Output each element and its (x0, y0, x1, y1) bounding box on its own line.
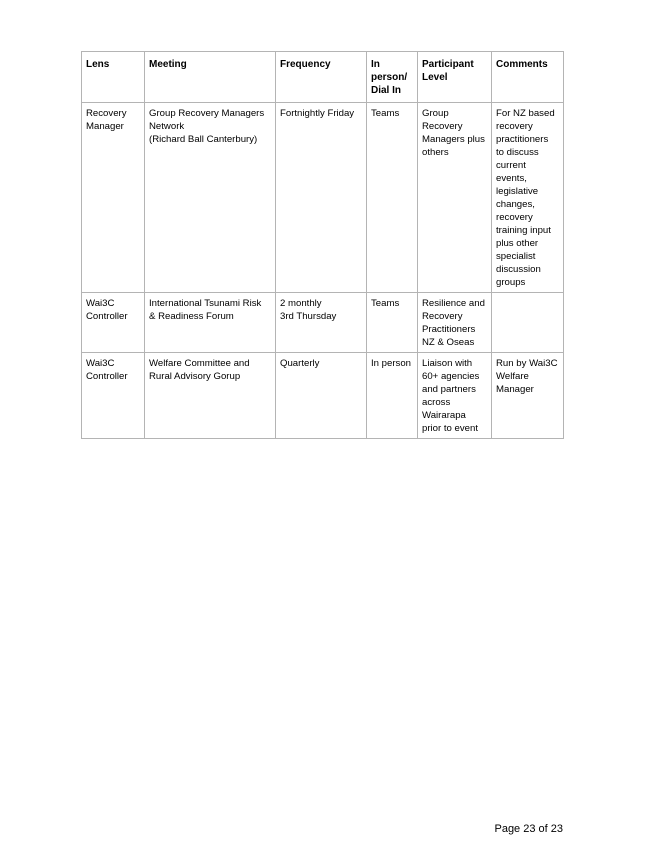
cell-frequency (276, 103, 367, 293)
cell-line: Run by Wai3C (496, 358, 558, 369)
cell-meeting (145, 103, 276, 293)
cell-line: Manager (496, 384, 534, 395)
cell-line: 2 monthly (280, 298, 322, 309)
cell-line: Recovery (86, 108, 127, 119)
header-line: Comments (496, 59, 548, 70)
cell-meeting (145, 353, 276, 439)
cell-line: Welfare Committee and (149, 358, 250, 369)
cell-line: changes, (496, 199, 535, 210)
cell-comments (492, 103, 564, 293)
cell-line: NZ & Oseas (422, 337, 475, 348)
cell-line: recovery (496, 212, 533, 223)
cell-line: prior to event (422, 423, 478, 434)
cell-line: Practitioners (422, 324, 476, 335)
cell-line: across (422, 397, 451, 408)
cell-line: Rural Advisory Gorup (149, 371, 241, 382)
table-row (82, 293, 564, 353)
cell-line: (Richard Ball Canterbury) (149, 134, 258, 145)
cell-line: practitioners (496, 134, 549, 145)
cell-line: Controller (86, 371, 128, 382)
header-line: Meeting (149, 59, 187, 70)
cell-comments (492, 353, 564, 439)
cell-line: 60+ agencies (422, 371, 480, 382)
cell-line: Quarterly (280, 358, 320, 369)
cell-participant-level (418, 353, 492, 439)
cell-in-person-dial-in (367, 353, 418, 439)
header-line: Level (422, 72, 448, 83)
cell-line: Resilience and (422, 298, 485, 309)
header-in-person-dial-in (367, 52, 418, 103)
cell-line: Recovery (422, 121, 463, 132)
cell-line: Welfare (496, 371, 529, 382)
table-row (82, 103, 564, 293)
header-lens (82, 52, 145, 103)
cell-line: Manager (86, 121, 124, 132)
meetings-table (81, 51, 564, 439)
cell-meeting (145, 293, 276, 353)
cell-line: Recovery (422, 311, 463, 322)
cell-in-person-dial-in (367, 103, 418, 293)
cell-participant-level (418, 103, 492, 293)
cell-in-person-dial-in (367, 293, 418, 353)
cell-frequency (276, 353, 367, 439)
page-number: Page 23 of 23 (494, 823, 563, 835)
cell-line: Wai3C (86, 298, 115, 309)
header-comments (492, 52, 564, 103)
cell-line: legislative (496, 186, 539, 197)
header-line: Frequency (280, 59, 331, 70)
cell-line: Fortnightly Friday (280, 108, 355, 119)
cell-line: & Readiness Forum (149, 311, 234, 322)
header-frequency (276, 52, 367, 103)
cell-line: 3rd Thursday (280, 311, 337, 322)
cell-participant-level (418, 293, 492, 353)
cell-line: In person (371, 358, 412, 369)
cell-line: recovery (496, 121, 533, 132)
header-line: person/ (371, 72, 408, 83)
cell-line: groups (496, 277, 526, 288)
header-meeting (145, 52, 276, 103)
cell-line: events, (496, 173, 527, 184)
cell-line: to discuss (496, 147, 539, 158)
cell-line: Teams (371, 298, 400, 309)
cell-comments (492, 293, 564, 353)
cell-line: Controller (86, 311, 128, 322)
cell-line: Wai3C (86, 358, 115, 369)
cell-line: plus other (496, 238, 539, 249)
header-line: Dial In (371, 85, 402, 96)
cell-line: Group (422, 108, 449, 119)
cell-line: Managers plus (422, 134, 485, 145)
cell-line: Teams (371, 108, 400, 119)
cell-line: Network (149, 121, 185, 132)
cell-line: Wairarapa (422, 410, 466, 421)
table-row (82, 353, 564, 439)
header-line: Participant (422, 59, 474, 70)
cell-lens (82, 103, 145, 293)
header-row (82, 52, 564, 103)
cell-line: Group Recovery Managers (149, 108, 265, 119)
table-body (82, 103, 564, 439)
cell-line: discussion (496, 264, 541, 275)
cell-line: specialist (496, 251, 536, 262)
cell-line: current (496, 160, 526, 171)
header-participant-level (418, 52, 492, 103)
cell-lens (82, 353, 145, 439)
cell-line: others (422, 147, 449, 158)
cell-line: training input (496, 225, 551, 236)
cell-line: Liaison with (422, 358, 473, 369)
cell-lens (82, 293, 145, 353)
cell-line: For NZ based (496, 108, 555, 119)
table-header (82, 52, 564, 103)
cell-frequency (276, 293, 367, 353)
header-line: Lens (86, 59, 110, 70)
cell-line: and partners (422, 384, 476, 395)
cell-line: International Tsunami Risk (149, 298, 262, 309)
header-line: In (371, 59, 380, 70)
